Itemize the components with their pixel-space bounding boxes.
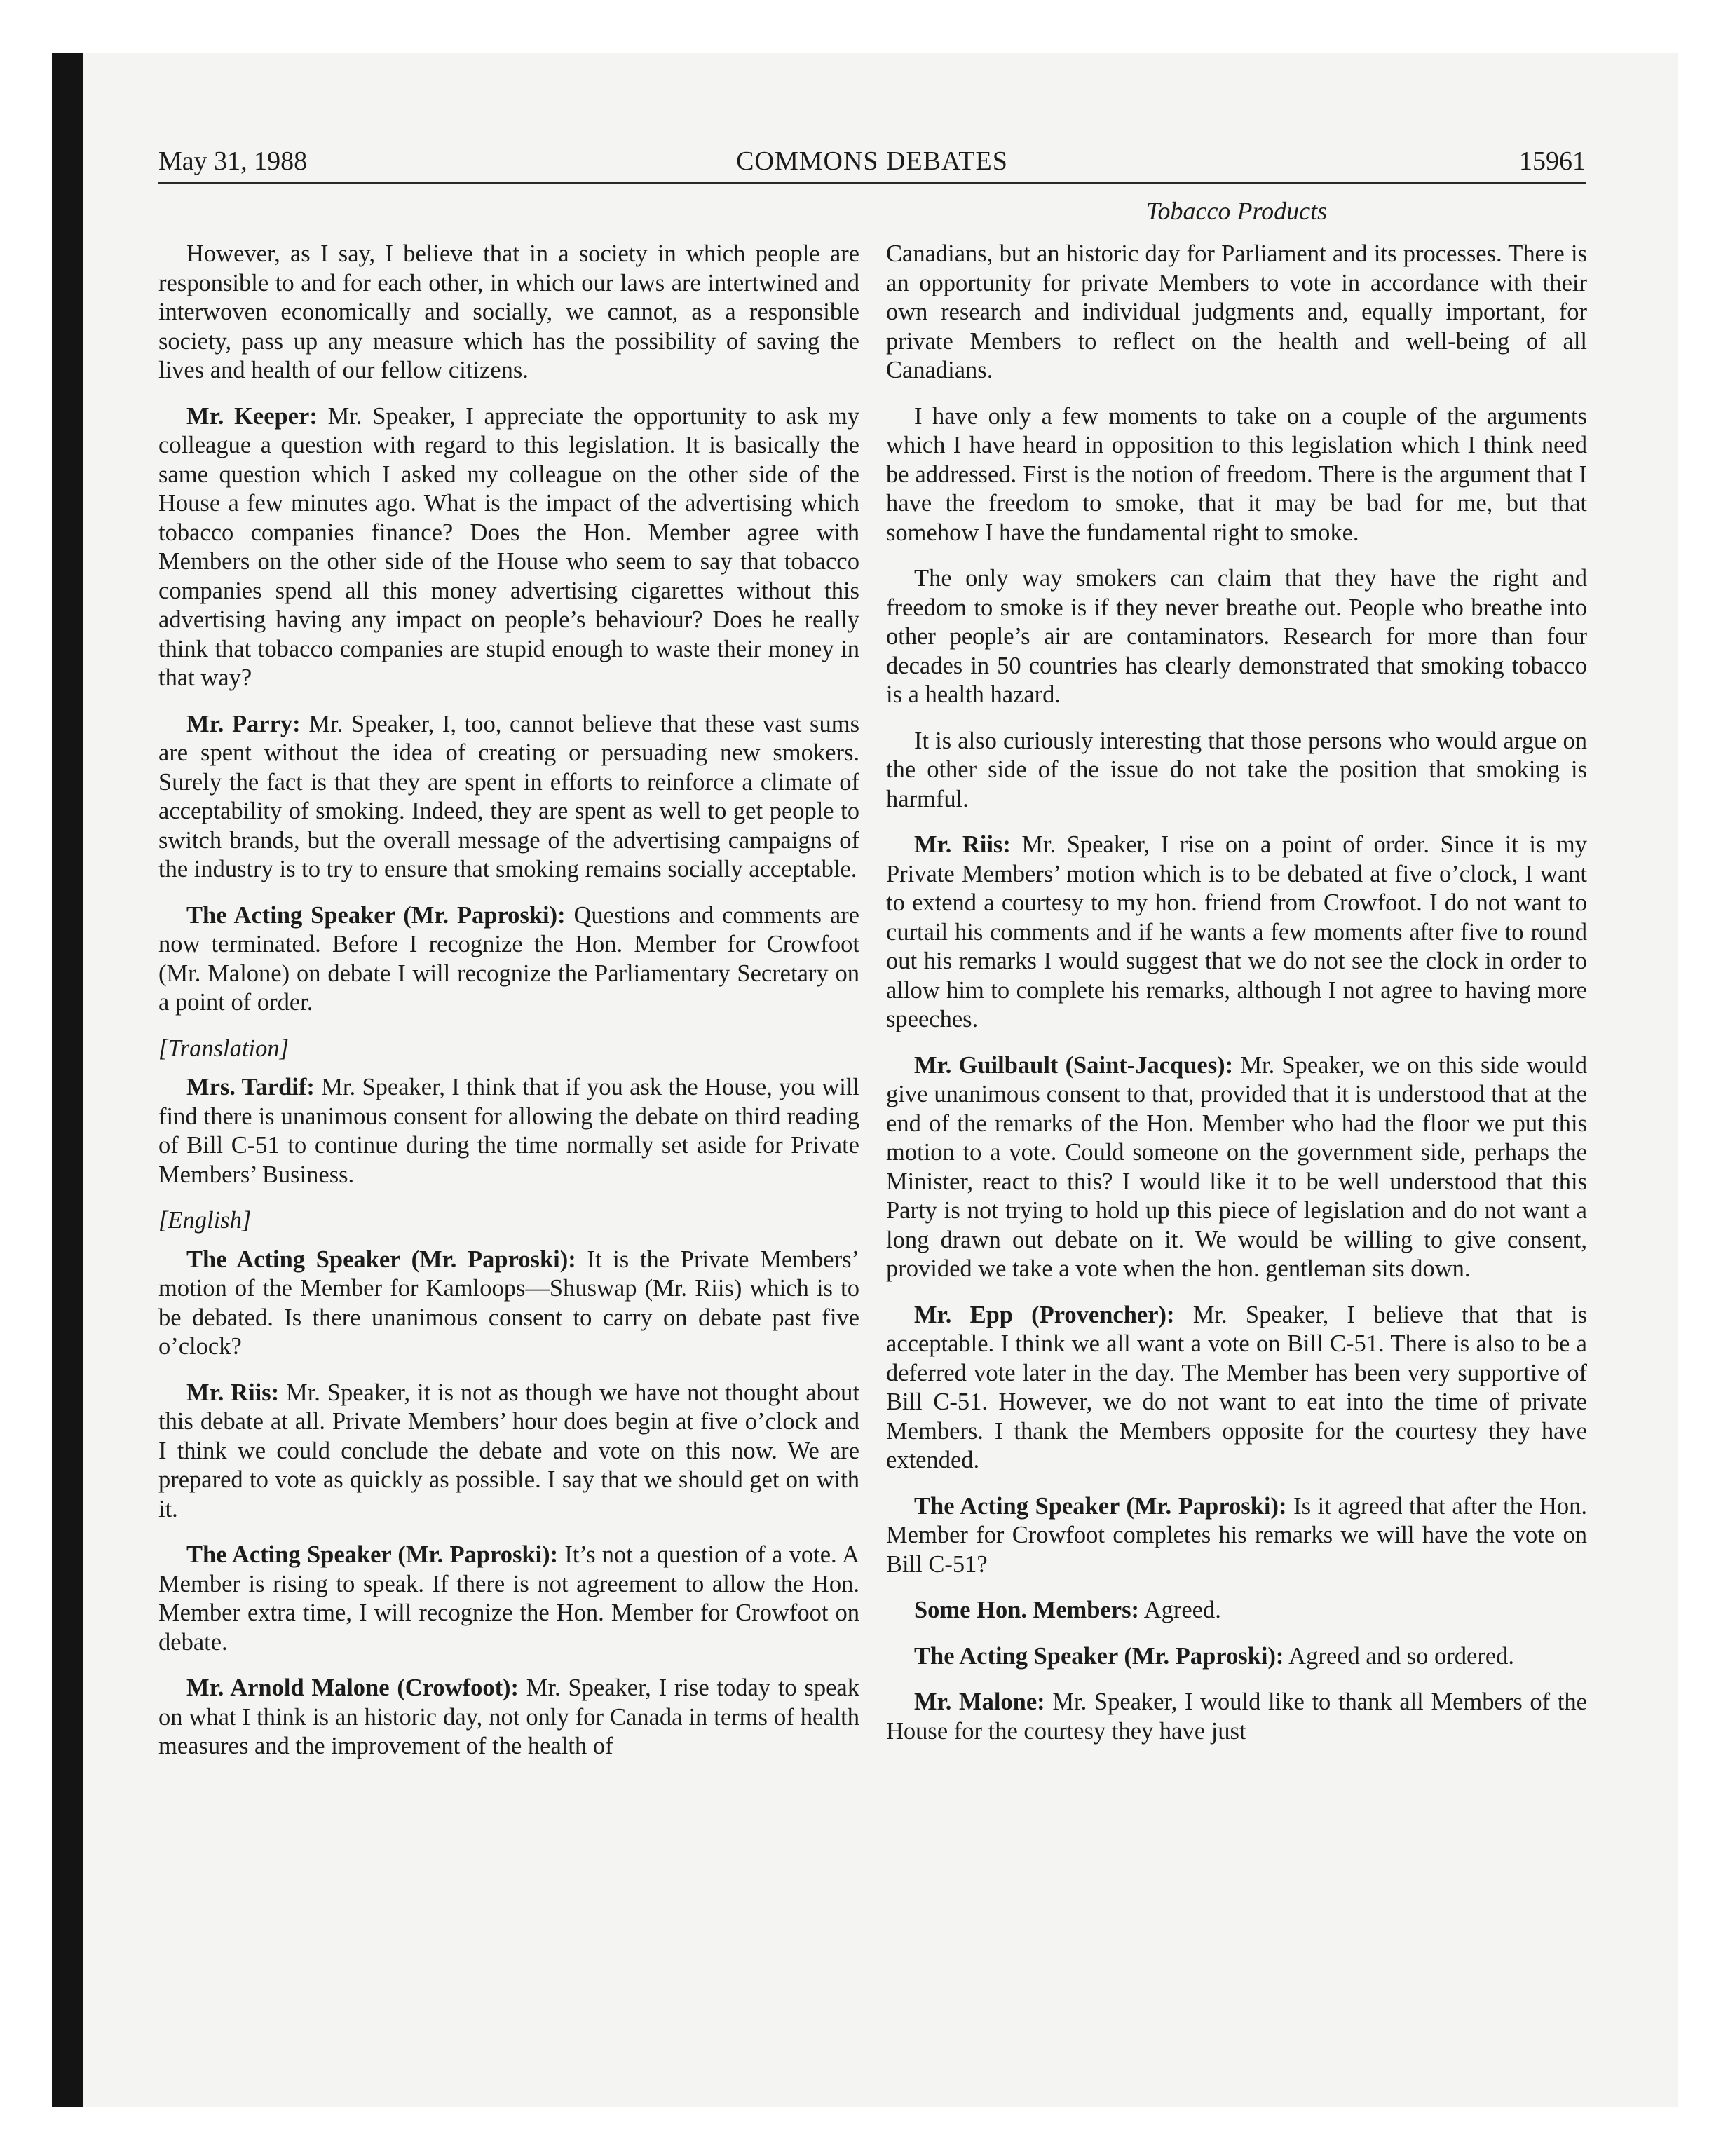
speaker-name: Some Hon. Members: (914, 1597, 1139, 1623)
speaker-name: Mr. Keeper: (186, 402, 318, 430)
paragraph (158, 1674, 859, 1761)
paragraph (158, 1541, 859, 1657)
speech-text: It is the Private Members’ motion of the Member for Kamloops—Shuswap (Mr. Riis) which is to be debated. Is there unanimous consent to carry on debate past five o’clock? (158, 1246, 859, 1360)
paragraph: Canadians, but an historic day for Parliament and its processes. There is an opportunity for private Members to vote in accordance with their own research and individual judgments and, equally important, for private Members to reflect on the health and well-being of all Canadians. (886, 240, 1587, 383)
paragraph (158, 710, 859, 885)
speaker-name: The Acting Speaker (Mr. Paproski): (186, 1541, 559, 1568)
speech-text: Mr. Speaker, we on this side would give unanimous consent to that, provided that it is understood that at the end of the remarks of the Hon. Member who had the floor we put this motion to a vote. Could someone on the government side, perhaps the Minister, react to this? I would like it to be well understood that this Party is not trying to hold up this piece of legislation and do not want a long drawn out debate on it. We would be willing to give consent, provided we take a vote when the hon. gentleman sits down. (886, 1051, 1587, 1282)
header-page-number: 15961 (1519, 146, 1586, 176)
speech-text: It’s not a question of a vote. A Member is rising to speak. If there is not agreement to allow the Hon. Member extra time, I will recognize the Hon. Member for Crowfoot on debate. (158, 1541, 859, 1656)
header-date: May 31, 1988 (158, 146, 308, 176)
binding-edge (52, 53, 83, 2107)
paragraph: I have only a few moments to take on a couple of the arguments which I have heard in opposition to this legislation which I think need be addressed. First is the notion of freedom. There is the argument that I have the freedom to smoke, that it may be bad for me, but that somehow I have the fundamental right to smoke. (886, 402, 1587, 546)
paragraph (158, 1246, 859, 1362)
paragraph (886, 1596, 1587, 1625)
paragraph (158, 1379, 859, 1524)
paragraph: The only way smokers can claim that they have the right and freedom to smoke is if they never breathe out. People who breathe into other people’s air are contaminators. Research for more than four decades in 50 countries has clearly demonstrated that smoking tobacco is a health hazard. (886, 565, 1587, 708)
page-header (158, 143, 1586, 184)
speaker-name: Mr. Malone: (914, 1688, 1045, 1715)
paragraph (886, 1688, 1587, 1746)
speaker-name: The Acting Speaker (Mr. Paproski): (186, 1246, 576, 1273)
paragraph (886, 1051, 1587, 1284)
speaker-name: Mr. Arnold Malone (Crowfoot): (186, 1674, 519, 1701)
speech-text: Questions and comments are now terminated. Before I recognize the Hon. Member for Crowfoot (Mr. Malone) on debate I will recognize the Parliamentary Secretary on a point of order. (158, 901, 859, 1016)
right-column (886, 240, 1587, 1763)
speech-text: Mr. Speaker, it is not as though we have not thought about this debate at all. Private Members’ hour does begin at five o’clock and I think we could conclude the debate and vote on this now. We are prepared to vote as quickly as possible. I say that we should get on with it. (158, 1379, 859, 1522)
speech-text: Agreed. (1138, 1597, 1221, 1623)
speaker-name: Mr. Guilbault (Saint-Jacques): (914, 1051, 1234, 1079)
speaker-name: The Acting Speaker (Mr. Paproski): (186, 901, 566, 929)
speaker-name: Mr. Parry: (186, 710, 301, 737)
speech-text: Mr. Speaker, I believe that that is acceptable. I think we all want a vote on Bill C-51. There is also to be a deferred vote later in the day. The Member has been very supportive of Bill C-51. However, we do not want to eat into the time of private Members. I thank the Members opposite for the courtesy they have extended. (886, 1301, 1587, 1473)
speaker-name: Mr. Epp (Provencher): (914, 1301, 1175, 1328)
speech-text: Mr. Speaker, I rise on a point of order. Since it is my Private Members’ motion which is to be debated at five o’clock, I want to extend a courtesy to my hon. friend from Crowfoot. I do not want to curtail his comments and if he wants a few moments after five to round out his remarks I would suggest that we do not see the clock in order to allow him to complete his remarks, although I not agree to having more speeches. (886, 831, 1587, 1032)
speaker-name: Mr. Riis: (186, 1379, 280, 1406)
speech-text: Mr. Speaker, I rise today to speak on what I think is an historic day, not only for Canada in terms of health measures and the improvement of the health of (158, 1674, 859, 1759)
paragraph (886, 1492, 1587, 1580)
speaker-name: The Acting Speaker (Mr. Paproski): (914, 1492, 1287, 1520)
translation-marker: [Translation] (158, 1035, 289, 1062)
left-column (158, 240, 859, 1778)
speech-text: Mr. Speaker, I appreciate the opportunity to ask my colleague a question with regard to this legislation. It is basically the same question which I asked my colleague on the other side of the House a few minutes ago. What is the impact of the advertising which tobacco companies finance? Does the Hon. Member agree with Members on the other side of the House who seem to say that tobacco companies spend all this money advertising cigarettes without this advertising having any impact on people’s behaviour? Does he really think that tobacco companies are stupid enough to waste their money in that way? (158, 402, 859, 691)
paragraph: It is also curiously interesting that those persons who would argue on the other side of the issue do not take the position that smoking is harmful. (886, 727, 1587, 812)
speech-text: Agreed and so ordered. (1284, 1642, 1515, 1670)
paragraph (886, 1301, 1587, 1475)
speaker-name: The Acting Speaker (Mr. Paproski): (914, 1642, 1284, 1670)
section-subheading: Tobacco Products (1145, 197, 1328, 225)
english-marker: [English] (158, 1207, 252, 1234)
paragraph: However, as I say, I believe that in a society in which people are responsible to and for each other, in which our laws are intertwined and interwoven economically and socially, we cannot, as a responsible society, pass up any measure which has the possibility of saving the lives and health of our fellow citizens. (158, 240, 859, 383)
speech-text: Mr. Speaker, I, too, cannot believe that these vast sums are spent without the idea of creating or persuading new smokers. Surely the fact is that they are spent in efforts to reinforce a climate of acceptability of smoking. Indeed, they are spent as well to get people to switch brands, but the overall message of the advertising campaigns of the industry is to try to ensure that smoking remains socially acceptable. (158, 710, 859, 882)
speaker-name: Mrs. Tardif: (186, 1074, 315, 1100)
paragraph (158, 1073, 859, 1189)
speech-text: Mr. Speaker, I would like to thank all Members of the House for the courtesy they have just (886, 1688, 1587, 1745)
speech-text: Mr. Speaker, I think that if you ask the House, you will find there is unanimous consent for allowing the debate on third reading of Bill C-51 to continue during the time normally set aside for Private Members’ Business. (158, 1074, 859, 1188)
paragraph (886, 831, 1587, 1035)
paragraph (158, 402, 859, 693)
speaker-name: Mr. Riis: (914, 831, 1011, 858)
header-title: COMMONS DEBATES (736, 146, 1008, 176)
speech-text: Is it agreed that after the Hon. Member for Crowfoot completes his remarks we will have the vote on Bill C-51? (886, 1492, 1587, 1578)
paragraph (158, 901, 859, 1018)
paragraph (886, 1642, 1587, 1672)
